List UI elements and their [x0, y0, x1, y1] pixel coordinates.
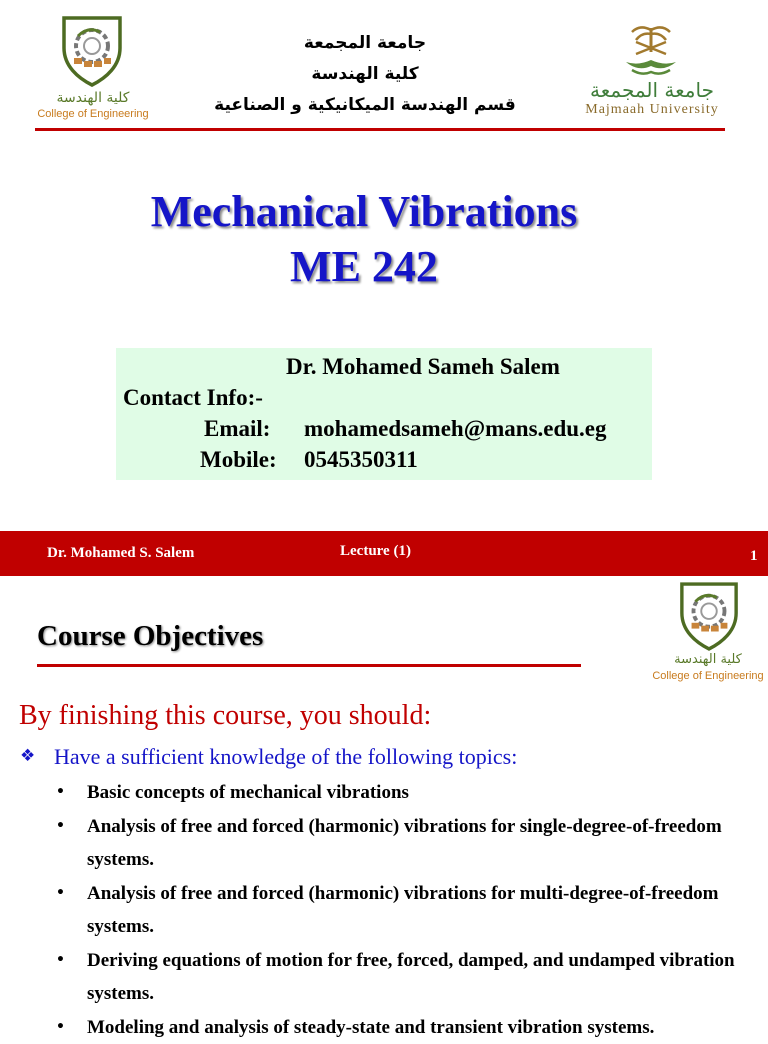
course-code: ME 242: [0, 239, 728, 294]
objectives-title: Course Objectives: [37, 620, 263, 653]
slide-footer: [0, 531, 768, 576]
shield-gear-icon: [678, 580, 740, 652]
header-line-college: كلية الهندسة: [200, 59, 530, 90]
bullet-icon: •: [56, 810, 65, 844]
bullet-icon: •: [56, 877, 65, 911]
footer-lecture: Lecture (1): [340, 543, 411, 560]
topics-heading: Have a sufficient knowledge of the following topics:: [54, 744, 517, 770]
email-label: Email:: [204, 416, 270, 442]
header-line-department: قسم الهندسة الميكانيكية و الصناعية: [200, 90, 530, 121]
list-item: • Basic concepts of mechanical vibrations: [56, 776, 746, 810]
bullet-icon: •: [56, 776, 65, 810]
course-title: [0, 184, 728, 294]
majmaah-university-logo: [574, 22, 730, 122]
logo-arabic-text: كلية الهندسة: [32, 90, 154, 106]
list-item: • Deriving equations of motion for free, forced, damped, and undamped vibration systems.: [56, 944, 746, 1011]
mobile-value: 0545350311: [304, 447, 418, 473]
contact-info-label: Contact Info:-: [123, 385, 263, 411]
university-header: [200, 28, 530, 121]
instructor-name: Dr. Mohamed Sameh Salem: [286, 354, 560, 380]
list-item: • Analysis of free and forced (harmonic) vibrations for single-degree-of-freedom systems.: [56, 810, 746, 877]
objectives-divider: [37, 664, 581, 667]
university-arabic-name: جامعة المجمعة: [574, 78, 730, 102]
diamond-bullet-icon: ❖: [20, 746, 35, 766]
objectives-intro: By finishing this course, you should:: [19, 700, 431, 732]
footer-author: Dr. Mohamed S. Salem: [47, 545, 194, 562]
list-item: • Analysis of free and forced (harmonic) vibrations for multi-degree-of-freedom systems.: [56, 877, 746, 944]
header-divider: [35, 128, 725, 131]
email-value[interactable]: mohamedsameh@mans.edu.eg: [304, 416, 607, 442]
list-item: • Modeling and analysis of steady-state and transient vibration systems.: [56, 1011, 746, 1044]
objectives-list: [56, 776, 746, 1044]
course-name: Mechanical Vibrations: [0, 184, 728, 239]
page-number: 1: [750, 548, 758, 565]
palm-swords-emblem-icon: [618, 22, 684, 78]
header-line-university: جامعة المجمعة: [200, 28, 530, 59]
college-of-engineering-logo: [32, 14, 154, 124]
shield-gear-icon: [60, 14, 124, 88]
contact-info-box: [116, 348, 652, 480]
college-of-engineering-logo-small: [648, 580, 768, 688]
bullet-icon: •: [56, 1011, 65, 1044]
bullet-icon: •: [56, 944, 65, 978]
logo-english-text: College of Engineering: [648, 670, 768, 682]
university-english-name: Majmaah University: [574, 102, 730, 118]
logo-arabic-text: كلية الهندسة: [648, 652, 768, 667]
mobile-label: Mobile:: [200, 447, 277, 473]
logo-english-text: College of Engineering: [32, 108, 154, 120]
